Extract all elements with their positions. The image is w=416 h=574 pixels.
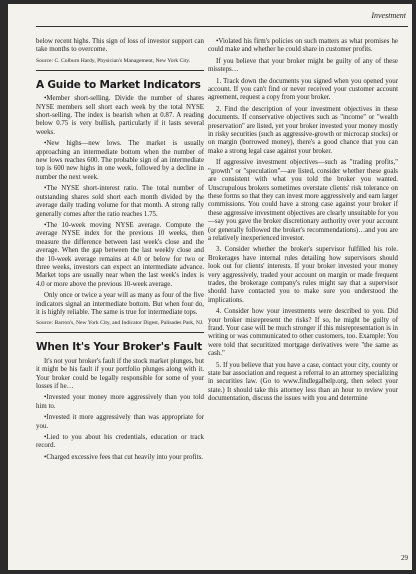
- left-column: [36, 38, 204, 465]
- paragraph: Only once or twice a year will as many as four of the five indicators signal an intermediate bottom. But when four do, it is highly reliable. The same is true for intermediate tops.: [36, 292, 204, 316]
- paragraph: •New highs—new lows. The market is usually approaching an intermediate bottom when the number of new lows reaches 600. The probable sign of an intermediate top is 600 new highs in one week, followed by a decline in number the next week.: [36, 140, 204, 181]
- paragraph: It's not your broker's fault if the stock market plunges, but it might be his fault if your portfolio plunges along with it. Your broker could be legally responsible for some of your losses if he…: [36, 357, 204, 390]
- paragraph: 3. Consider whether the broker's supervisor fulfilled his role. Brokerages have internal rules detailing how supervisors should look out for clients' interests. If your broker invested your money very aggressively, traded your account on margin or made frequent trades, the brokerage company's rules might say that a supervisor should have contacted you to make sure you understood the implications.: [208, 246, 398, 304]
- section-divider: [36, 70, 204, 71]
- section-tag: Investment: [371, 11, 406, 20]
- source-note: Source: Barron's, New York City, and Indicator Digest, Palisades Park, NJ.: [36, 320, 204, 327]
- paragraph: 5. If you believe that you have a case, contact your city, county or state bar association and request a referral to an attorney specializing in securities law. (Go to www.findlegalhelp.org, then select your state.) It should take this attorney less than an hour to review your documentation, discuss the issues with you and determine: [208, 361, 398, 403]
- paragraph: •Member short-selling. Divide the number of shares NYSE members sell short each week by the total NYSE short-selling. The index is bearish when at 0.87. A reading below 0.75 is very bullish, particularly if it lasts several weeks.: [36, 95, 204, 136]
- paragraph: If aggressive investment objectives—such as "trading profits," "growth" or "speculation"—are listed, consider whether these goals are consistent with what you told the broker you wanted. Unscrupulous brokers sometimes overstate clients' risk tolerance on these forms so that they can invest more aggressively and earn larger commissions. You could have a strong case against your broker if these aggressive investment objectives are clearly unsuitable for you—say you gave the broker discretionary authority over your account (or generally followed the broker's recommendations)…and you are a relatively inexperienced investor.: [208, 159, 398, 242]
- header-rule: [36, 26, 408, 27]
- paragraph: •Charged excessive fees that cut heavily into your profits.: [44, 453, 204, 461]
- book-page: [8, 4, 412, 570]
- page-number: 29: [401, 554, 408, 562]
- paragraph: •Invested it more aggressively than was appropriate for you.: [36, 414, 204, 430]
- paragraph: •Lied to you about his credentials, education or track record.: [36, 434, 204, 450]
- paragraph: 1. Track down the documents you signed when you opened your account. If you can't find or never received your customer account agreement, request a copy from your broker.: [208, 77, 398, 102]
- source-note: Source: C. Colburn Hardy, Physician's Management, New York City.: [36, 57, 191, 64]
- paragraph: 2. Find the description of your investment objectives in these documents. If conservative objectives such as "income" or "wealth preservation" are listed, yet your broker invested your money mostly in risky securities (such as aggressive-growth or microcap stocks) or on margin (borrowed money), there's a good chance that you can make a strong legal case against your broker.: [208, 105, 398, 155]
- heading-brokers-fault: When It's Your Broker's Fault: [36, 341, 202, 354]
- paragraph: 4. Consider how your investments were described to you. Did your broker misrepresent the risks? If so, he might be guilty of fraud. Your case will be much stronger if this misrepresentation is in writing or was communicated to other customers, too. Example: You were told that securitized mortgage derivatives were "the same as cash.": [208, 308, 398, 358]
- right-column: [208, 38, 398, 407]
- heading-market-indicators: A Guide to Market Indicators: [36, 78, 201, 91]
- paragraph: •The NYSE short-interest ratio. The total number of outstanding shares sold short each month divided by the average daily trading volume for that month. A strong rally generally comes after the ratio reaches 1.75.: [36, 185, 204, 218]
- paragraph: •Invested your money more aggressively than you told him to.: [36, 394, 204, 410]
- paragraph: •The 10-week moving NYSE average. Compute the average NYSE index for the previous 10 weeks, then measure the difference between last week's close and the average. When the gap between the last weekly close and the 10-week average remains at 4.0 or below for two or three weeks, investors can expect an intermediate advance. Market tops are usually near when the last week's index is 4.0 or more above the previous 10-week average.: [36, 221, 204, 288]
- paragraph: If you believe that your broker might be guilty of any of these missteps…: [208, 57, 398, 74]
- section-divider: [36, 332, 204, 333]
- intro-paragraph: below recent highs. This sign of loss of investor support can take months to overcome.: [36, 38, 204, 54]
- paragraph: •Violated his firm's policies on such matters as what promises he could make and whether he could share in customer profits.: [208, 38, 398, 54]
